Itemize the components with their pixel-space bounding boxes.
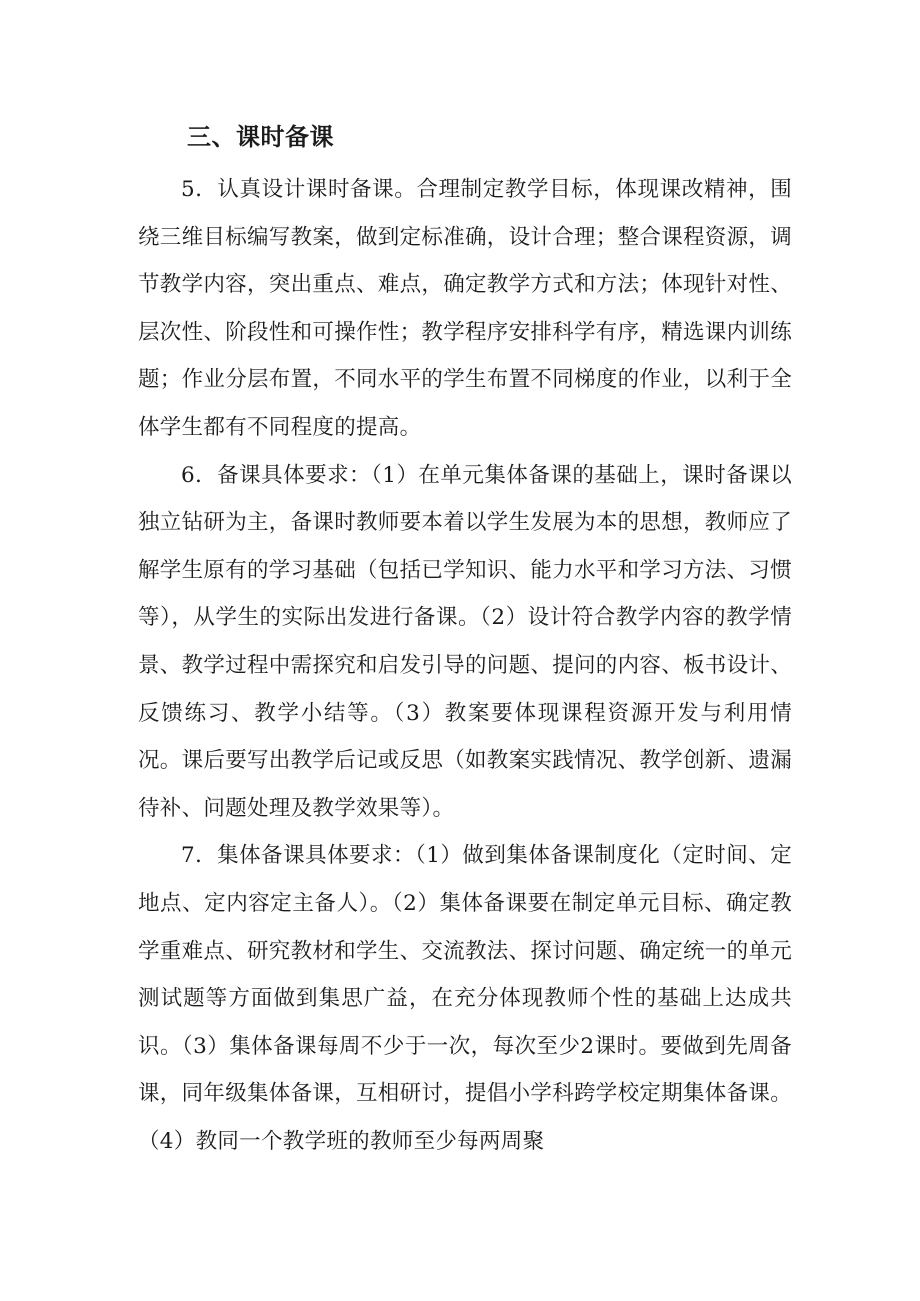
document-body (138, 166, 792, 1165)
paragraph-5-lesson-design: 5．认真设计课时备课。合理制定教学目标，体现课改精神，围绕三维目标编写教案，做到定标准确，设计合理；整合课程资源，调节教学内容，突出重点、难点，确定教学方式和方法；体现针对性、层次性、阶段性和可操作性；教学程序安排科学有序，精选课内训练题；作业分层布置，不同水平的学生布置不同梯度的作业，以利于全体学生都有不同程度的提高。 (138, 177, 793, 440)
paragraph-7-collective-requirements: 7．集体备课具体要求：（1）做到集体备课制度化（定时间、定地点、定内容定主备人）。（2）集体备课要在制定单元目标、确定教学重难点、研究教材和学生、交流教法、探讨问题、确定统一的单元测试题等方面做到集思广益，在充分体现教师个性的基础上达成共识。（3）集体备课每周不少于一次，每次至少2课时。要做到先周备课，同年级集体备课，互相研讨，提倡小学科跨学校定期集体备课。（4）教同一个教学班的教师至少每两周聚 (138, 843, 793, 1154)
section-title: 三、课时备课 (187, 123, 334, 151)
paragraph-6-lesson-requirements: 6．备课具体要求：（1）在单元集体备课的基础上，课时备课以独立钻研为主，备课时教师要本着以学生发展为本的思想，教师应了解学生原有的学习基础（包括已学知识、能力水平和学习方法、习惯等），从学生的实际出发进行备课。（2）设计符合教学内容的教学情景、教学过程中需探究和启发引导的问题、提问的内容、板书设计、反馈练习、教学小结等。（3）教案要体现课程资源开发与利用情况。课后要写出教学后记或反思（如教案实践情况、教学创新、遗漏待补、问题处理及教学效果等）。 (138, 462, 793, 821)
